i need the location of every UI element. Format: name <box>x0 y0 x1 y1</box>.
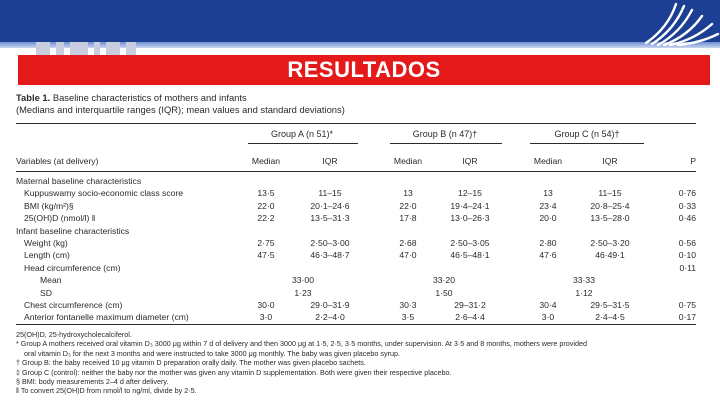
table-cell: 3·0 <box>259 312 273 323</box>
table-cell: 11–15 <box>598 188 622 199</box>
table-cell: 2·75 <box>257 238 275 248</box>
table-cell: 2·2–4·0 <box>315 312 345 323</box>
table-cell: 0·75 <box>678 300 696 310</box>
caption-subtitle: (Medians and interquartile ranges (IQR); mean values and standard deviations) <box>16 104 345 115</box>
group-header-c: Group C (n 54)† <box>554 129 620 139</box>
footnote: § BMI: body measurements 2–4 d after delivery. <box>16 377 169 386</box>
table-cell: 0·17 <box>678 312 696 323</box>
table-cell: 33·33 <box>573 275 595 286</box>
header-bottom-rule <box>16 171 696 172</box>
table-bottom-rule <box>16 324 696 325</box>
row-label: Weight (kg) <box>24 238 68 248</box>
header-bar <box>0 0 720 46</box>
table-cell: 1·50 <box>435 287 453 298</box>
table-cell: 13·5–31·3 <box>310 213 350 224</box>
table-cell: 0·56 <box>678 238 696 248</box>
row-label: Length (cm) <box>24 250 70 261</box>
group-b-rule <box>390 143 502 144</box>
column-header: Median <box>393 156 423 166</box>
group-a-rule <box>248 143 358 144</box>
table-cell: 47·6 <box>539 250 557 261</box>
table-cell: 29–31·2 <box>454 300 486 310</box>
table-cell: 46·5–48·1 <box>450 250 490 261</box>
row-label: Head circumference (cm) <box>24 262 121 273</box>
table-cell: 29·0–31·9 <box>310 300 350 310</box>
institution-logo-icon <box>638 0 720 46</box>
column-header: IQR <box>322 156 338 166</box>
table-cell: 0·76 <box>678 188 696 199</box>
table-cell: 2·50–3·05 <box>450 238 490 248</box>
slide-title-banner <box>18 55 710 85</box>
table-cell: 12–15 <box>458 188 482 199</box>
group-header-b: Group B (n 47)† <box>412 129 478 139</box>
slide-title: RESULTADOS <box>287 57 441 82</box>
row-label: Mean <box>40 275 62 286</box>
table-cell: 46·3–48·7 <box>310 250 350 261</box>
table-cell: 33·00 <box>292 275 314 286</box>
table-caption <box>16 92 345 116</box>
table-cell: 3·5 <box>401 312 415 323</box>
table-cell: 2·6–4·4 <box>455 312 485 323</box>
table-cell: 17·8 <box>399 213 417 224</box>
table-cell: 46·49·1 <box>595 250 625 261</box>
row-label: Infant baseline characteristics <box>16 225 130 236</box>
row-label: SD <box>40 287 52 298</box>
table-cell: 2·80 <box>539 238 557 248</box>
table-cell: 0·10 <box>678 250 696 261</box>
column-header: IQR <box>462 156 478 166</box>
table-cell: 20·0 <box>539 213 557 224</box>
footnote: ‖ To convert 25(OH)D from nmol/l to ng/ml, divide by 2·5. <box>16 386 197 396</box>
column-header: Median <box>533 156 563 166</box>
table-cell: 22·2 <box>257 213 275 224</box>
table-cell: 13·0–26·3 <box>450 213 490 224</box>
table-cell: 22·0 <box>257 200 275 211</box>
row-label: 25(OH)D (nmol/l) ‖ <box>24 213 96 224</box>
column-header: IQR <box>602 156 618 166</box>
table-cell: 2·68 <box>399 238 417 248</box>
table-cell: 30·4 <box>539 300 557 310</box>
column-header: Median <box>251 156 281 166</box>
footnote: oral vitamin D₃ for the next 3 months and were instructed to take 3000 μg monthly. The baby was given placebo syrup. <box>24 348 400 358</box>
table-cell: 20·8–25·4 <box>590 200 630 211</box>
footnote: * Group A mothers received oral vitamin D₃ 3000 μg within 7 d of delivery and then 3000 μg at 1·5, 2·5, 3·5 months, under supervision. At 3·5 and 8 months, mothers were provided <box>16 339 587 349</box>
table-cell: 30·3 <box>399 300 417 310</box>
row-label: BMI (kg/m²)§ <box>24 200 74 211</box>
table-cell: 20·1–24·6 <box>310 200 350 211</box>
table-cell: 13·5 <box>257 188 275 199</box>
table-cell: 0·11 <box>679 262 696 273</box>
footnote: † Group B: the baby received 10 μg vitamin D preparation orally daily. The mother was given placebo sachets. <box>16 358 366 368</box>
table-cell: 1·23 <box>294 287 312 298</box>
table-cell: 3·0 <box>541 312 555 323</box>
table-cell: 29·5–31·5 <box>590 300 630 310</box>
table-cell: 2·50–3·00 <box>310 238 350 248</box>
table-cell: 2·4–4·5 <box>595 312 625 323</box>
table-figure <box>16 92 712 405</box>
group-header-a: Group A (n 51)* <box>270 129 334 139</box>
footnote: 25(OH)D, 25-hydroxycholecalciferol. <box>16 330 132 339</box>
table-cell: 23·4 <box>539 200 557 211</box>
table-cell: 30·0 <box>257 300 275 310</box>
table-cell: 1·12 <box>575 287 593 298</box>
column-header: P <box>690 156 696 166</box>
row-label: Kuppuswamy socio-economic class score <box>24 188 184 199</box>
table-cell: 33·20 <box>433 275 455 286</box>
table-cell: 2·50–3·20 <box>590 238 630 248</box>
row-label: Anterior fontanelle maximum diameter (cm) <box>24 312 189 323</box>
footnote: ‡ Group C (control): neither the baby nor the mother was given any vitamin D supplementation. Both were given their respective placebo. <box>16 367 452 377</box>
row-label: Chest circumference (cm) <box>24 300 123 310</box>
column-header: Variables (at delivery) <box>16 156 99 166</box>
row-label: Maternal baseline characteristics <box>16 176 142 186</box>
table-top-rule <box>16 123 696 124</box>
caption-label: Table 1. <box>16 92 51 103</box>
table-cell: 47·5 <box>257 250 275 261</box>
table-cell: 13 <box>403 188 413 199</box>
caption-title: Baseline characteristics of mothers and infants <box>52 92 247 103</box>
group-c-rule <box>530 143 644 144</box>
table-cell: 11–15 <box>318 188 342 199</box>
table-cell: 47·0 <box>399 250 417 261</box>
table-cell: 13 <box>543 188 553 199</box>
table-cell: 19·4–24·1 <box>450 200 490 211</box>
table-cell: 13·5–28·0 <box>590 213 630 224</box>
table-cell: 0·46 <box>678 213 696 224</box>
table-cell: 0·33 <box>678 200 696 211</box>
table-cell: 22·0 <box>399 200 417 211</box>
